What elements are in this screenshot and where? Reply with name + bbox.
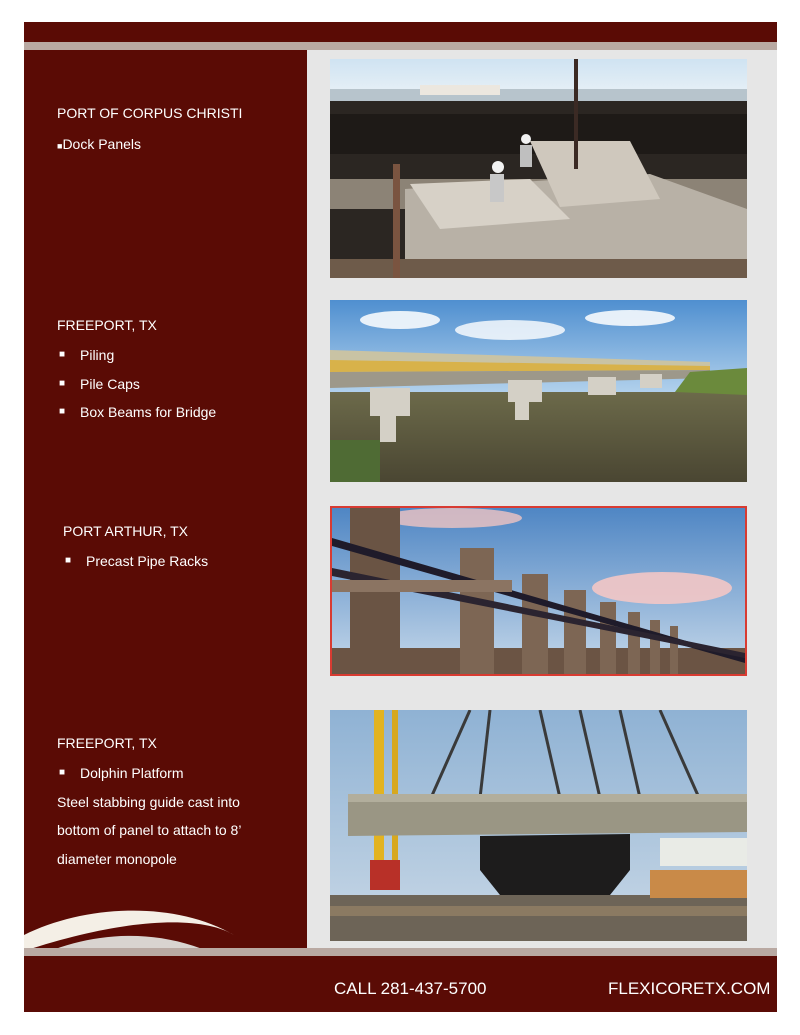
section-title-freeport: FREEPORT, TX <box>57 317 157 333</box>
description-line: Steel stabbing guide cast into <box>57 794 240 810</box>
list-item-pile-caps: Pile Caps <box>80 376 140 392</box>
dolphin-platform-photo <box>330 710 747 941</box>
dock-panels-photo <box>330 59 747 278</box>
section-title-port-arthur: PORT ARTHUR, TX <box>63 523 188 539</box>
pipe-racks-photo <box>330 506 747 676</box>
section-title-corpus-christi: PORT OF CORPUS CHRISTI <box>57 105 243 121</box>
bullet-icon: ■ <box>59 378 66 389</box>
description-line: diameter monopole <box>57 851 177 867</box>
header-band <box>24 22 777 42</box>
list-item-pipe-racks: Precast Pipe Racks <box>86 553 209 569</box>
list-item-box-beams: Box Beams for Bridge <box>80 404 217 420</box>
list-item-dolphin-platform: Dolphin Platform <box>80 765 184 781</box>
bullet-icon: ■ <box>59 406 66 417</box>
bullet-icon: ■ <box>57 141 63 151</box>
footer-phone: CALL 281-437-5700 <box>334 979 487 998</box>
list-item-piling: Piling <box>80 347 115 363</box>
bullet-icon: ■ <box>59 349 66 360</box>
bullet-icon: ■ <box>59 767 66 778</box>
bullet-icon: ■ <box>65 555 72 566</box>
list-item-dock-panels: ■Dock Panels <box>57 136 142 152</box>
description-line: bottom of panel to attach to 8’ <box>57 822 242 838</box>
footer-stripe <box>24 948 777 956</box>
bridge-photo <box>330 300 747 482</box>
footer-website: FLEXICORETX.COM <box>608 979 771 998</box>
header-stripe <box>24 42 777 50</box>
section-title-freeport-2: FREEPORT, TX <box>57 735 157 751</box>
